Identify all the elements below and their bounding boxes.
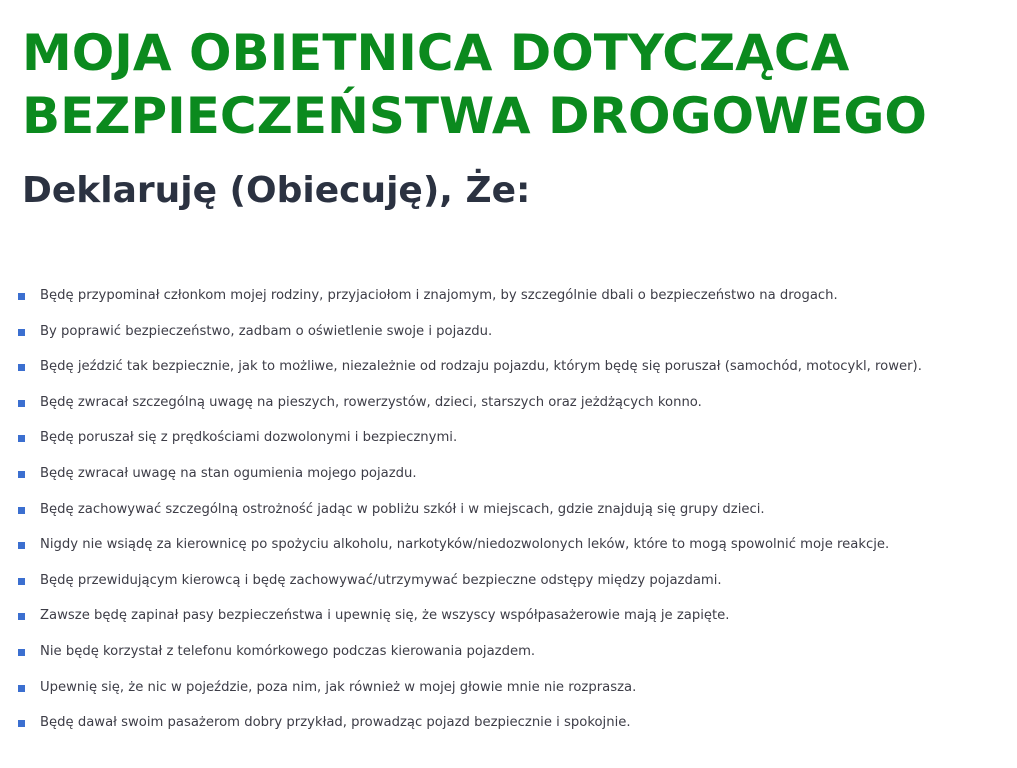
pledge-text: Upewnię się, że nic w pojeździe, poza nim, jak również w mojej głowie mnie nie rozprasza. — [40, 679, 637, 695]
square-bullet-icon — [18, 685, 25, 692]
list-item — [18, 461, 1008, 497]
square-bullet-icon — [18, 435, 25, 442]
list-item — [18, 319, 1008, 355]
list-item — [18, 710, 1008, 746]
pledge-text: Będę zachowywać szczególną ostrożność jadąc w pobliżu szkół i w miejscach, gdzie znajdują się grupy dzieci. — [40, 501, 765, 517]
list-item — [18, 639, 1008, 675]
square-bullet-icon — [18, 578, 25, 585]
pledge-text: Będę poruszał się z prędkościami dozwolonymi i bezpiecznymi. — [40, 430, 458, 446]
pledge-list — [18, 283, 1008, 746]
square-bullet-icon — [18, 649, 25, 656]
square-bullet-icon — [18, 400, 25, 407]
list-item — [18, 532, 1008, 568]
square-bullet-icon — [18, 613, 25, 620]
list-item — [18, 354, 1008, 390]
square-bullet-icon — [18, 329, 25, 336]
list-item — [18, 390, 1008, 426]
square-bullet-icon — [18, 507, 25, 514]
pledge-text: Nigdy nie wsiądę za kierownicę po spożyciu alkoholu, narkotyków/niedozwolonych leków, które to mogą spowolnić moje reakcje. — [40, 537, 890, 553]
pledge-text: Nie będę korzystał z telefonu komórkowego podczas kierowania pojazdem. — [40, 643, 536, 659]
page-subtitle: Deklaruję (Obiecuję), Że: — [22, 170, 531, 211]
list-item — [18, 603, 1008, 639]
pledge-text: Zawsze będę zapinał pasy bezpieczeństwa i upewnię się, że wszyscy współpasażerowie mają je zapięte. — [40, 608, 730, 624]
pledge-text: By poprawić bezpieczeństwo, zadbam o oświetlenie swoje i pojazdu. — [40, 323, 493, 339]
pledge-text: Będę przypominał członkom mojej rodziny, przyjaciołom i znajomym, by szczególnie dbali o bezpieczeństwo na drogach. — [40, 288, 838, 303]
square-bullet-icon — [18, 364, 25, 371]
page-title-line-2: BEZPIECZEŃSTWA DROGOWEGO — [22, 87, 927, 145]
square-bullet-icon — [18, 720, 25, 727]
square-bullet-icon — [18, 471, 25, 478]
pledge-text: Będę zwracał szczególną uwagę na pieszych, rowerzystów, dzieci, starszych oraz jeżdżących konno. — [40, 394, 702, 410]
list-item — [18, 568, 1008, 604]
page-title — [22, 22, 927, 148]
square-bullet-icon — [18, 293, 25, 300]
list-item — [18, 497, 1008, 533]
pledge-text: Będę przewidującym kierowcą i będę zachowywać/utrzymywać bezpieczne odstępy między pojazdami. — [40, 572, 722, 588]
pledge-text: Będę zwracał uwagę na stan ogumienia mojego pojazdu. — [40, 465, 417, 481]
page-title-line-1: MOJA OBIETNICA DOTYCZĄCA — [22, 24, 850, 82]
square-bullet-icon — [18, 542, 25, 549]
pledge-text: Będę dawał swoim pasażerom dobry przykład, prowadząc pojazd bezpiecznie i spokojnie. — [40, 715, 631, 731]
list-item — [18, 283, 1008, 319]
list-item — [18, 675, 1008, 711]
list-item — [18, 425, 1008, 461]
pledge-text: Będę jeździć tak bezpiecznie, jak to możliwe, niezależnie od rodzaju pojazdu, którym będę się poruszał (samochód, motocykl, rower). — [40, 359, 922, 375]
